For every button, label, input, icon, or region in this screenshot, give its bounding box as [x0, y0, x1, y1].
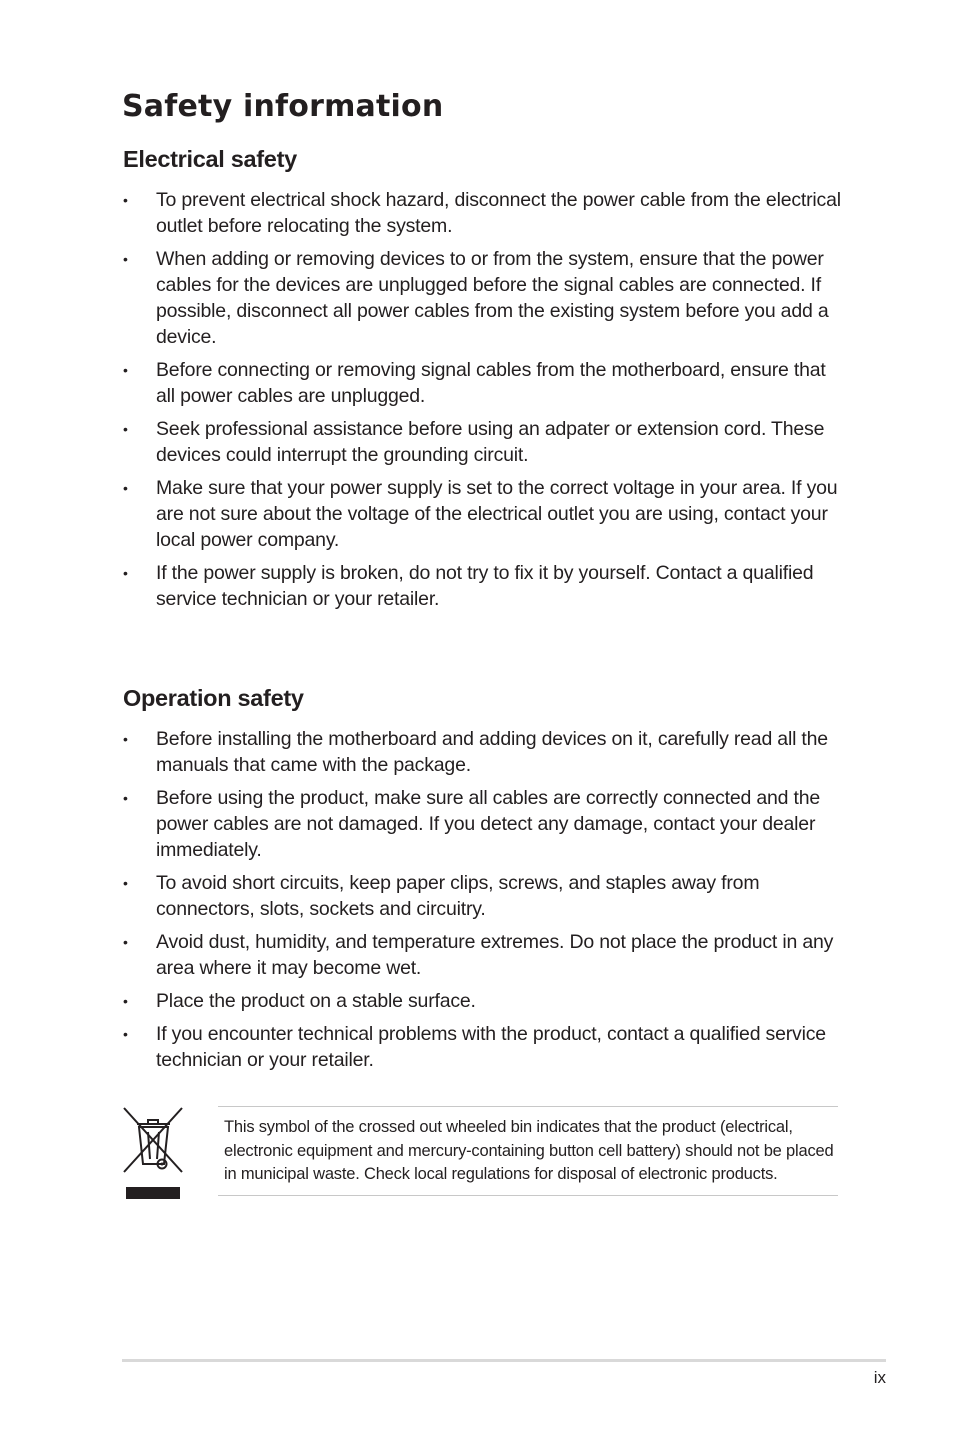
crossed-out-wheeled-bin-icon	[120, 1104, 186, 1202]
page-title: Safety information	[122, 89, 444, 124]
footer-divider	[122, 1359, 886, 1362]
page-number: ix	[873, 1368, 886, 1387]
list-item: • If the power supply is broken, do not try to fix it by yourself. Contact a qualified service technician or your retailer.	[123, 560, 843, 612]
electrical-safety-list	[123, 187, 843, 619]
list-item: • Place the product on a stable surface.	[123, 988, 843, 1014]
list-item: • Make sure that your power supply is set to the correct voltage in your area. If you are not sure about the voltage of the electrical outlet you are using, contact your local power company.	[123, 475, 843, 553]
list-item: • Avoid dust, humidity, and temperature extremes. Do not place the product in any area where it may become wet.	[123, 929, 843, 981]
list-item: • Before installing the motherboard and adding devices on it, carefully read all the manuals that came with the package.	[123, 726, 843, 778]
list-item: • Seek professional assistance before using an adpater or extension cord. These devices could interrupt the grounding circuit.	[123, 416, 843, 468]
weee-disposal-note: This symbol of the crossed out wheeled bin indicates that the product (electrical, electronic equipment and mercury-containing button cell battery) should not be placed in municipal waste. Check local regulations for disposal of electronic products.	[218, 1106, 838, 1196]
list-item: • When adding or removing devices to or from the system, ensure that the power cables for the devices are unplugged before the signal cables are connected. If possible, disconnect all power cables from the existing system before you add a device.	[123, 246, 843, 350]
operation-safety-list	[123, 726, 843, 1080]
list-item: • Before using the product, make sure all cables are correctly connected and the power cables are not damaged. If you detect any damage, contact your dealer immediately.	[123, 785, 843, 863]
list-item: • To avoid short circuits, keep paper clips, screws, and staples away from connectors, slots, sockets and circuitry.	[123, 870, 843, 922]
list-item: • Before connecting or removing signal cables from the motherboard, ensure that all power cables are unplugged.	[123, 357, 843, 409]
operation-safety-heading: Operation safety	[123, 685, 304, 711]
list-item: • To prevent electrical shock hazard, disconnect the power cable from the electrical outlet before relocating the system.	[123, 187, 843, 239]
electrical-safety-heading: Electrical safety	[123, 146, 297, 172]
list-item: • If you encounter technical problems with the product, contact a qualified service technician or your retailer.	[123, 1021, 843, 1073]
